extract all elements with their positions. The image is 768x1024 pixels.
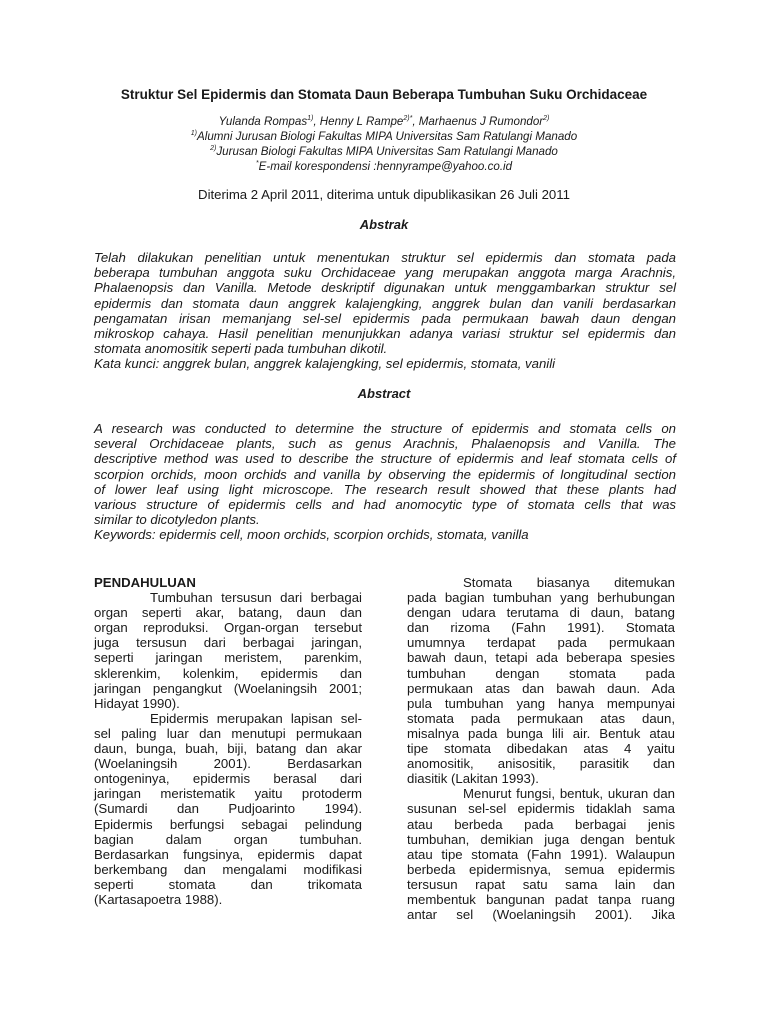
text-line: seperti stomata dan trikomata [94,876,362,892]
affiliation-superscript: 2) [210,145,217,153]
abstract-line: scorpion orchids, moon orchids and vanilla by observing the epidermis of longitudinal section [94,466,676,482]
text-line: Menurut fungsi, bentuk, ukuran dan [463,786,675,802]
text-line: Tumbuhan tersusun dari berbagai [150,590,362,606]
abstrak-heading: Abstrak [359,217,409,232]
paragraph [407,786,675,922]
text-line: pula tumbuhan yang hanya mempunyai [407,695,675,711]
text-line: umumnya terdapat pada permukaan [407,635,675,651]
text-line: Epidermis berfungsi sebagai pelindung [94,816,362,832]
author-name: , Marhaenus J Rumondor [412,115,544,128]
text-line: Hidayat 1990). [94,695,180,711]
text-line: dan rizoma (Fahn 1991). Stomata [407,620,675,636]
author-block [0,114,768,174]
text-line: atau tipe stomata (Fahn 1991). Walaupun [407,846,675,862]
abstract-line: A research was conducted to determine the structure of epidermis and stomata cells on [94,421,676,436]
abstrak-line: pengamatan irisan memanjang sel-sel epidermis pada permukaan bawah daun dengan [94,310,676,326]
author-name: Yulanda Rompas [218,115,308,128]
paragraph [407,575,675,786]
abstract-line: various structure of epidermis cells and had anomocytic type of stomata cells that was [94,497,676,513]
text-line: misalnya pada bunga lili air. Bentuk atau [407,725,675,741]
text-line: Epidermis merupakan lapisan sel- [150,710,362,726]
text-line: anomositik, anisositik, parasitik dan [407,756,675,772]
abstract-line: several Orchidaceae plants, such as genus Arachnis, Phalaenopsis and Vanilla. The [94,436,676,452]
text-line: ontogeninya, epidermis berasal dari [94,771,362,787]
text-line: jaringan meristematik yaitu protoderm [94,786,362,802]
abstrak-line: Telah dilakukan penelitian untuk menentukan struktur sel epidermis dan stomata pada [94,250,676,265]
text-line: juga tersusun dari berbagai jaringan, [94,635,362,651]
text-line: antar sel (Woelaningsih 2001). Jika [407,907,675,923]
text-line: (Sumardi dan Pudjoarinto 1994). [94,801,362,817]
text-line: Berdasarkan fungsinya, epidermis dapat [94,846,362,862]
abstrak-keywords: Kata kunci: anggrek bulan, anggrek kalajengking, sel epidermis, stomata, vanili [94,356,556,372]
text-line: berkembang dan mengalami modifikasi [94,861,362,877]
abstract-line: of lower leaf using light microscope. The research result showed that these plants had [94,481,676,497]
abstrak-line: mikroskop cahaya. Hasil penelitian menunjukkan adanya variasi struktur sel epidermis dan [94,326,676,342]
text-line: Stomata biasanya ditemukan [463,575,675,590]
text-line: organ reproduksi. Organ-organ tersebut [94,620,362,636]
author-name: , Henny L Rampe [313,115,404,128]
text-line: tersusun rapat satu sama lain dan [407,876,675,892]
text-line: tumbuhan dengan stomata pada [407,665,675,681]
left-column [94,575,362,907]
abstract-heading: Abstract [357,386,411,401]
text-line: daun, bunga, buah, biji, batang dan akar [94,741,362,757]
affiliation-superscript: 1) [190,130,198,138]
text-line: (Kartasapoetra 1988). [94,891,223,907]
email-text: E-mail korespondensi :hennyrampe@yahoo.co.id [258,160,513,173]
text-line: sel paling luar dan menutupi permukaan [94,725,362,741]
paper-title: Struktur Sel Epidermis dan Stomata Daun Beberapa Tumbuhan Suku Orchidaceae [120,87,648,102]
abstrak-line: epidermis dan stomata daun anggrek kalajengking, anggrek bulan dan vanili berdasarkan [94,295,676,311]
abstrak-body [94,250,676,372]
abstrak-line: beberapa tumbuhan anggota suku Orchidaceae yang merupakan anggota marga Arachnis, [94,265,676,281]
text-line: seperti jaringan meristem, parenkim, [94,650,362,666]
text-line: atau berbeda pada berbagai jenis [407,816,675,832]
abstract-line: similar to dicotyledon plants. [94,512,260,528]
text-line: permukaan atas dan bawah daun. Ada [407,680,675,696]
text-line: tumbuhan, demikian juga dengan bentuk [407,831,675,847]
affiliation-text: Jurusan Biologi Fakultas MIPA Universitas Sam Ratulangi Manado [216,145,558,158]
affiliation-text: Alumni Jurusan Biologi Fakultas MIPA Universitas Sam Ratulangi Manado [197,130,578,143]
text-line: (Woelaningsih 2001). Berdasarkan [94,756,362,772]
text-line: pada bagian tumbuhan yang berhubungan [407,590,675,606]
text-line: sklerenkim, kolenkim, epidermis dan [94,665,362,681]
author-superscript: 1) [307,115,314,123]
section-heading-pendahuluan: PENDAHULUAN [94,575,196,590]
text-line: organ seperti akar, batang, daun dan [94,605,362,621]
abstract-line: descriptive method was used to describe the structure of epidermis and leaf stomata cells of [94,451,676,467]
email-superscript: * [255,160,259,168]
author-superscript: 2) [543,115,550,123]
text-line: membentuk bangunan padat tanpa ruang [407,891,675,907]
received-date: Diterima 2 April 2011, diterima untuk dipublikasikan 26 Juli 2011 [198,187,570,202]
abstrak-line: stomata anomositik seperti pada tumbuhan dikotil. [94,341,388,357]
text-line: dengan udara terutama di daun, batang [407,605,675,621]
abstract-body [94,421,676,543]
author-line [0,114,768,129]
abstract-keywords: Keywords: epidermis cell, moon orchids, scorpion orchids, stomata, vanilla [94,527,529,543]
affiliation-line [0,129,768,144]
abstrak-line: Phalaenopsis dan Vanilla. Metode deskriptif digunakan untuk menggambarkan struktur sel [94,280,676,296]
paragraph [94,590,362,711]
text-line: tipe stomata dibedakan atas 4 yaitu [407,741,675,757]
text-line: susunan sel-sel epidermis tidaklah sama [407,801,675,817]
text-line: berbeda epidermisnya, semua epidermis [407,861,675,877]
text-line: bagian dalam organ tumbuhan. [94,831,362,847]
text-line: diasitik (Lakitan 1993). [407,771,539,787]
affiliation-line [0,144,768,159]
paragraph [94,711,362,907]
text-line: bawah daun, tetapi ada beberapa spesies [407,650,675,666]
right-column [407,575,675,922]
text-line: jaringan pengangkut (Woelaningsih 2001; [94,680,362,696]
text-line: stomata pada permukaan atas daun, [407,710,675,726]
author-superscript: 2)* [403,115,413,123]
email-line [0,159,768,174]
